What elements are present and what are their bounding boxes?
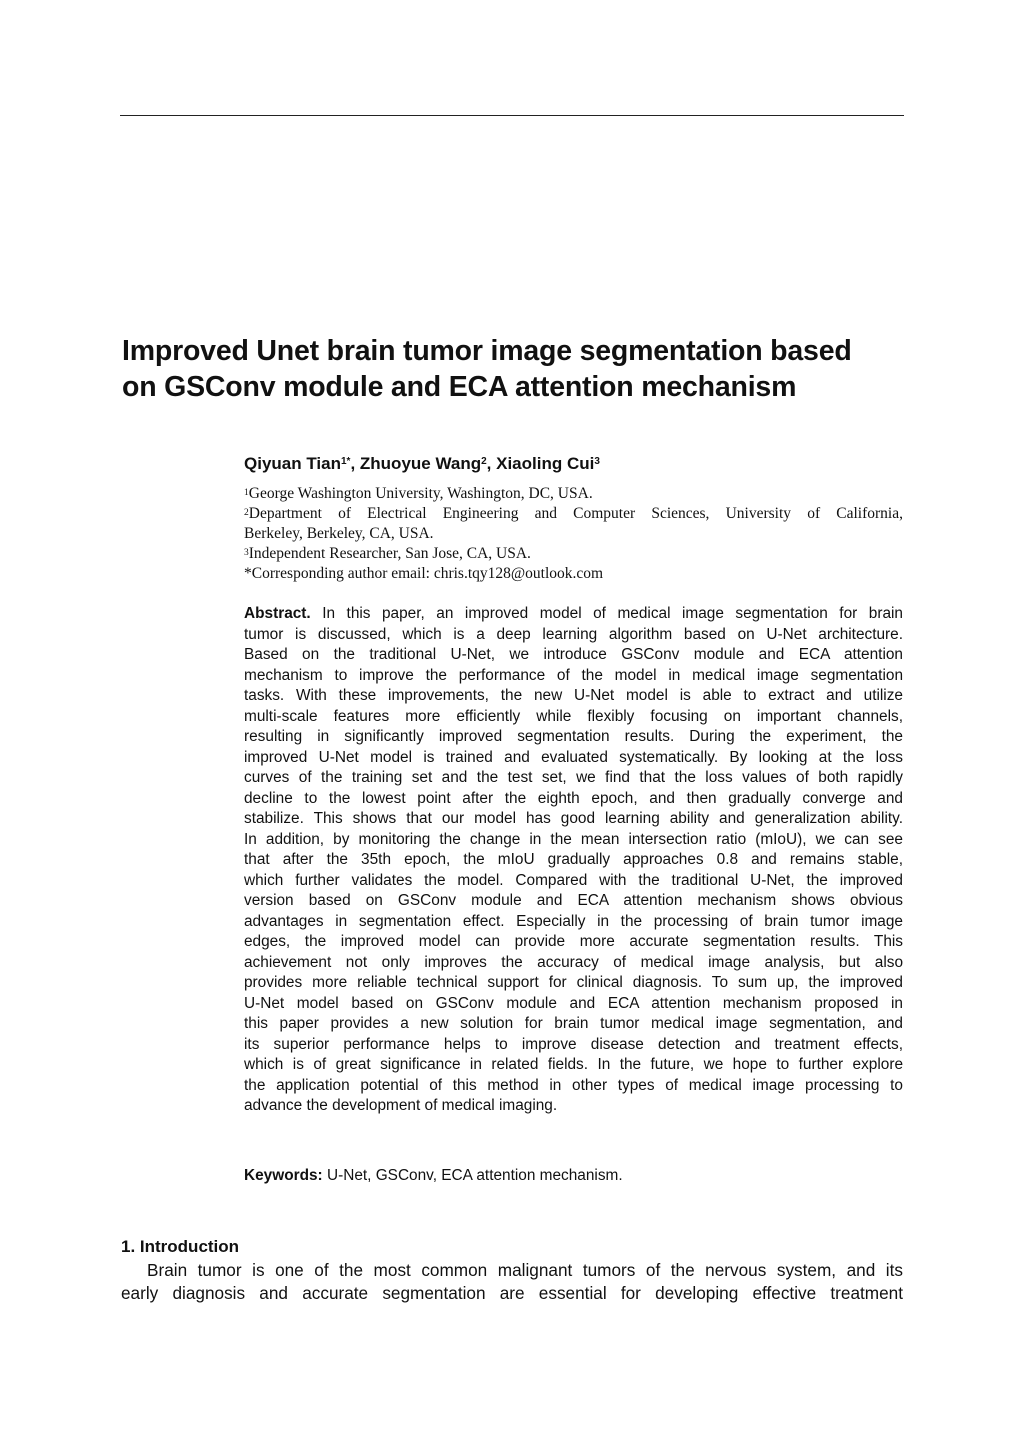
abstract [244, 604, 903, 1117]
abstract-line: curves of the training set and the test set, we find that the loss values of both rapidly [244, 769, 903, 786]
abstract-line: decline to the lowest point after the eighth epoch, and then gradually converge and [244, 789, 903, 807]
abstract-line: advantages in segmentation effect. Especially in the processing of brain tumor image [244, 912, 903, 930]
keywords-text: U-Net, GSConv, ECA attention mechanism. [322, 1167, 623, 1184]
affiliation-2-continued: Berkeley, Berkeley, CA, USA. [244, 525, 434, 542]
abstract-line: stabilize. This shows that our model has good learning ability and generalization ability. [244, 810, 903, 827]
abstract-line: advance the development of medical imaging. [244, 1097, 558, 1114]
abstract-line: provides more reliable technical support for clinical diagnosis. To sum up, the improved [244, 974, 903, 991]
corresponding-author: *Corresponding author email: chris.tqy128@outlook.com [244, 565, 604, 582]
abstract-line: In addition, by monitoring the change in the mean intersection ratio (mIoU), we can see [244, 830, 903, 848]
abstract-line: edges, the improved model can provide more accurate segmentation results. This [244, 933, 903, 950]
abstract-line: improved U-Net model is trained and evaluated systematically. By looking at the loss [244, 748, 903, 766]
abstract-line: achievement not only improves the accuracy of medical image analysis, but also [244, 953, 903, 971]
abstract-line: tumor is discussed, which is a deep learning algorithm based on U-Net architecture. [244, 625, 903, 643]
abstract-line: resulting in significantly improved segmentation results. During the experiment, the [244, 728, 903, 745]
keywords [244, 1166, 623, 1186]
author-affiliation-marker: 2 [481, 456, 487, 467]
abstract-line: multi-scale features more efficiently while flexibly focusing on important channels, [244, 707, 903, 725]
introduction-body [121, 1259, 903, 1305]
author-name: Qiyuan Tian [244, 454, 341, 473]
author-name: Zhuoyue Wang [359, 454, 482, 473]
keywords-label: Keywords: [244, 1167, 323, 1184]
abstract-line: mechanism to improve the performance of the model in medical image segmentation [244, 666, 903, 684]
abstract-line: its superior performance helps to improve disease detection and treatment effects, [244, 1035, 903, 1053]
abstract-line: which is of great significance in related fields. In the future, we hope to further explore [244, 1056, 903, 1073]
body-text-line: early diagnosis and accurate segmentation are essential for developing effective treatment [121, 1283, 903, 1303]
affiliation-2: $^2$Department of Electrical Engineering and Computer Sciences, University of California, [244, 505, 903, 522]
abstract-line: which further validates the model. Compared with the traditional U-Net, the improved [244, 871, 903, 889]
abstract-line: the application potential of this method in other types of medical image processing to [244, 1076, 903, 1094]
abstract-line: Abstract. In this paper, an improved model of medical image segmentation for brain [244, 605, 903, 622]
affiliation-1: $^1$George Washington University, Washington, DC, USA. [244, 485, 593, 502]
author-separator: , [486, 454, 497, 473]
abstract-line: version based on GSConv module and ECA attention mechanism shows obvious [244, 892, 903, 909]
paper-title [122, 333, 922, 405]
abstract-line: U-Net model based on GSConv module and ECA attention mechanism proposed in [244, 994, 903, 1012]
title-line-2: on GSConv module and ECA attention mechanism [122, 371, 797, 403]
abstract-label: Abstract. [244, 605, 311, 622]
abstract-line: Based on the traditional U-Net, we introduce GSConv module and ECA attention [244, 646, 903, 663]
affiliation-3: $^3$Independent Researcher, San Jose, CA, USA. [244, 545, 531, 562]
author-separator: , [350, 454, 360, 473]
body-text-line: Brain tumor is one of the most common malignant tumors of the nervous system, and its [147, 1260, 903, 1280]
affiliations [244, 484, 903, 584]
title-line-1: Improved Unet brain tumor image segmentation based [122, 335, 852, 367]
author-list [244, 451, 600, 477]
abstract-line: tasks. With these improvements, the new U-Net model is able to extract and utilize [244, 687, 903, 704]
section-heading-introduction: 1. Introduction [121, 1237, 240, 1256]
author-name: Xiaoling Cui [496, 454, 595, 473]
author-affiliation-marker: 1* [341, 456, 351, 467]
header-rule [120, 115, 904, 116]
abstract-line: this paper provides a new solution for brain tumor medical image segmentation, and [244, 1015, 903, 1032]
author-affiliation-marker: 3 [594, 456, 600, 467]
abstract-line: that after the 35th epoch, the mIoU gradually approaches 0.8 and remains stable, [244, 851, 903, 868]
